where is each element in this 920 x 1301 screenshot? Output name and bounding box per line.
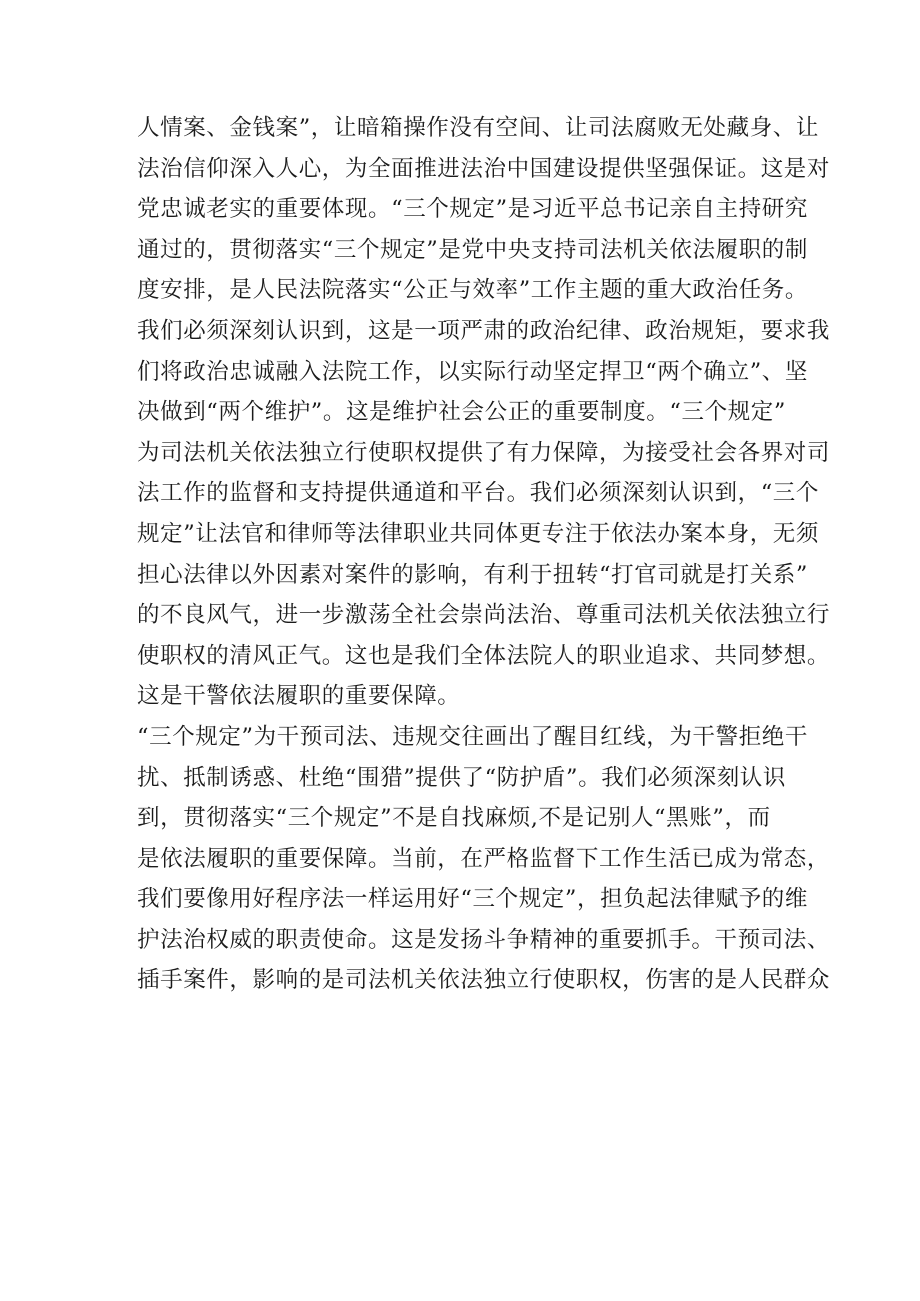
text-line: 度安排，是人民法院落实“公正与效率”工作主题的重大政治任务。 [137,277,809,304]
text-line: 法工作的监督和支持提供通道和平台。我们必须深刻认识到，“三个 [137,480,820,507]
text-line: 党忠诚老实的重要体现。“三个规定”是习近平总书记亲自主持研究 [137,196,809,223]
text-line: 是依法履职的重要保障。当前，在严格监督下工作生活已成为常态， [137,845,831,872]
text-line: 为司法机关依法独立行使职权提供了有力保障，为接受社会各界对司 [137,439,831,466]
text-line: 扰、抵制诱惑、杜绝“围猎”提供了“防护盾”。我们必须深刻认识 [137,764,787,791]
text-line: 法治信仰深入人心，为全面推进法治中国建设提供坚强保证。这是对 [137,155,831,182]
text-line: 规定”让法官和律师等法律职业共同体更专注于依法办案本身，无须 [137,520,820,547]
text-line: “三个规定”为干预司法、违规交往画出了醒目红线，为干警拒绝干 [137,723,809,750]
text-line: 人情案、金钱案”，让暗箱操作没有空间、让司法腐败无处藏身、让 [137,115,820,141]
text-line: 护法治权威的职责使命。这是发扬斗争精神的重要抓手。干预司法、 [137,926,831,953]
text-line: 我们必须深刻认识到，这是一项严肃的政治纪律、政治规矩，要求我 [137,317,831,344]
text-line: 通过的，贯彻落实“三个规定”是党中央支持司法机关依法履职的制 [137,236,809,263]
text-line: 插手案件，影响的是司法机关依法独立行使职权，伤害的是人民群众 [137,967,831,994]
text-line: 的不良风气，进一步激荡全社会崇尚法治、尊重司法机关依法独立行 [137,602,831,629]
text-line: 到，贯彻落实“三个规定”不是自找麻烦,不是记别人“黑账”，而 [137,805,771,832]
text-line: 担心法律以外因素对案件的影响，有利于扭转“打官司就是打关系” [137,561,809,588]
text-line: 使职权的清风正气。这也是我们全体法院人的职业追求、共同梦想。 [137,642,831,669]
text-line: 决做到“两个维护”。这是维护社会公正的重要制度。“三个规定” [137,399,787,426]
text-line: 们将政治忠诚融入法院工作，以实际行动坚定捍卫“两个确立”、坚 [137,358,809,385]
text-line: 我们要像用好程序法一样运用好“三个规定”，担负起法律赋予的维 [137,886,809,913]
text-line: 这是干警依法履职的重要保障。 [137,683,461,710]
body-text [137,108,831,1001]
